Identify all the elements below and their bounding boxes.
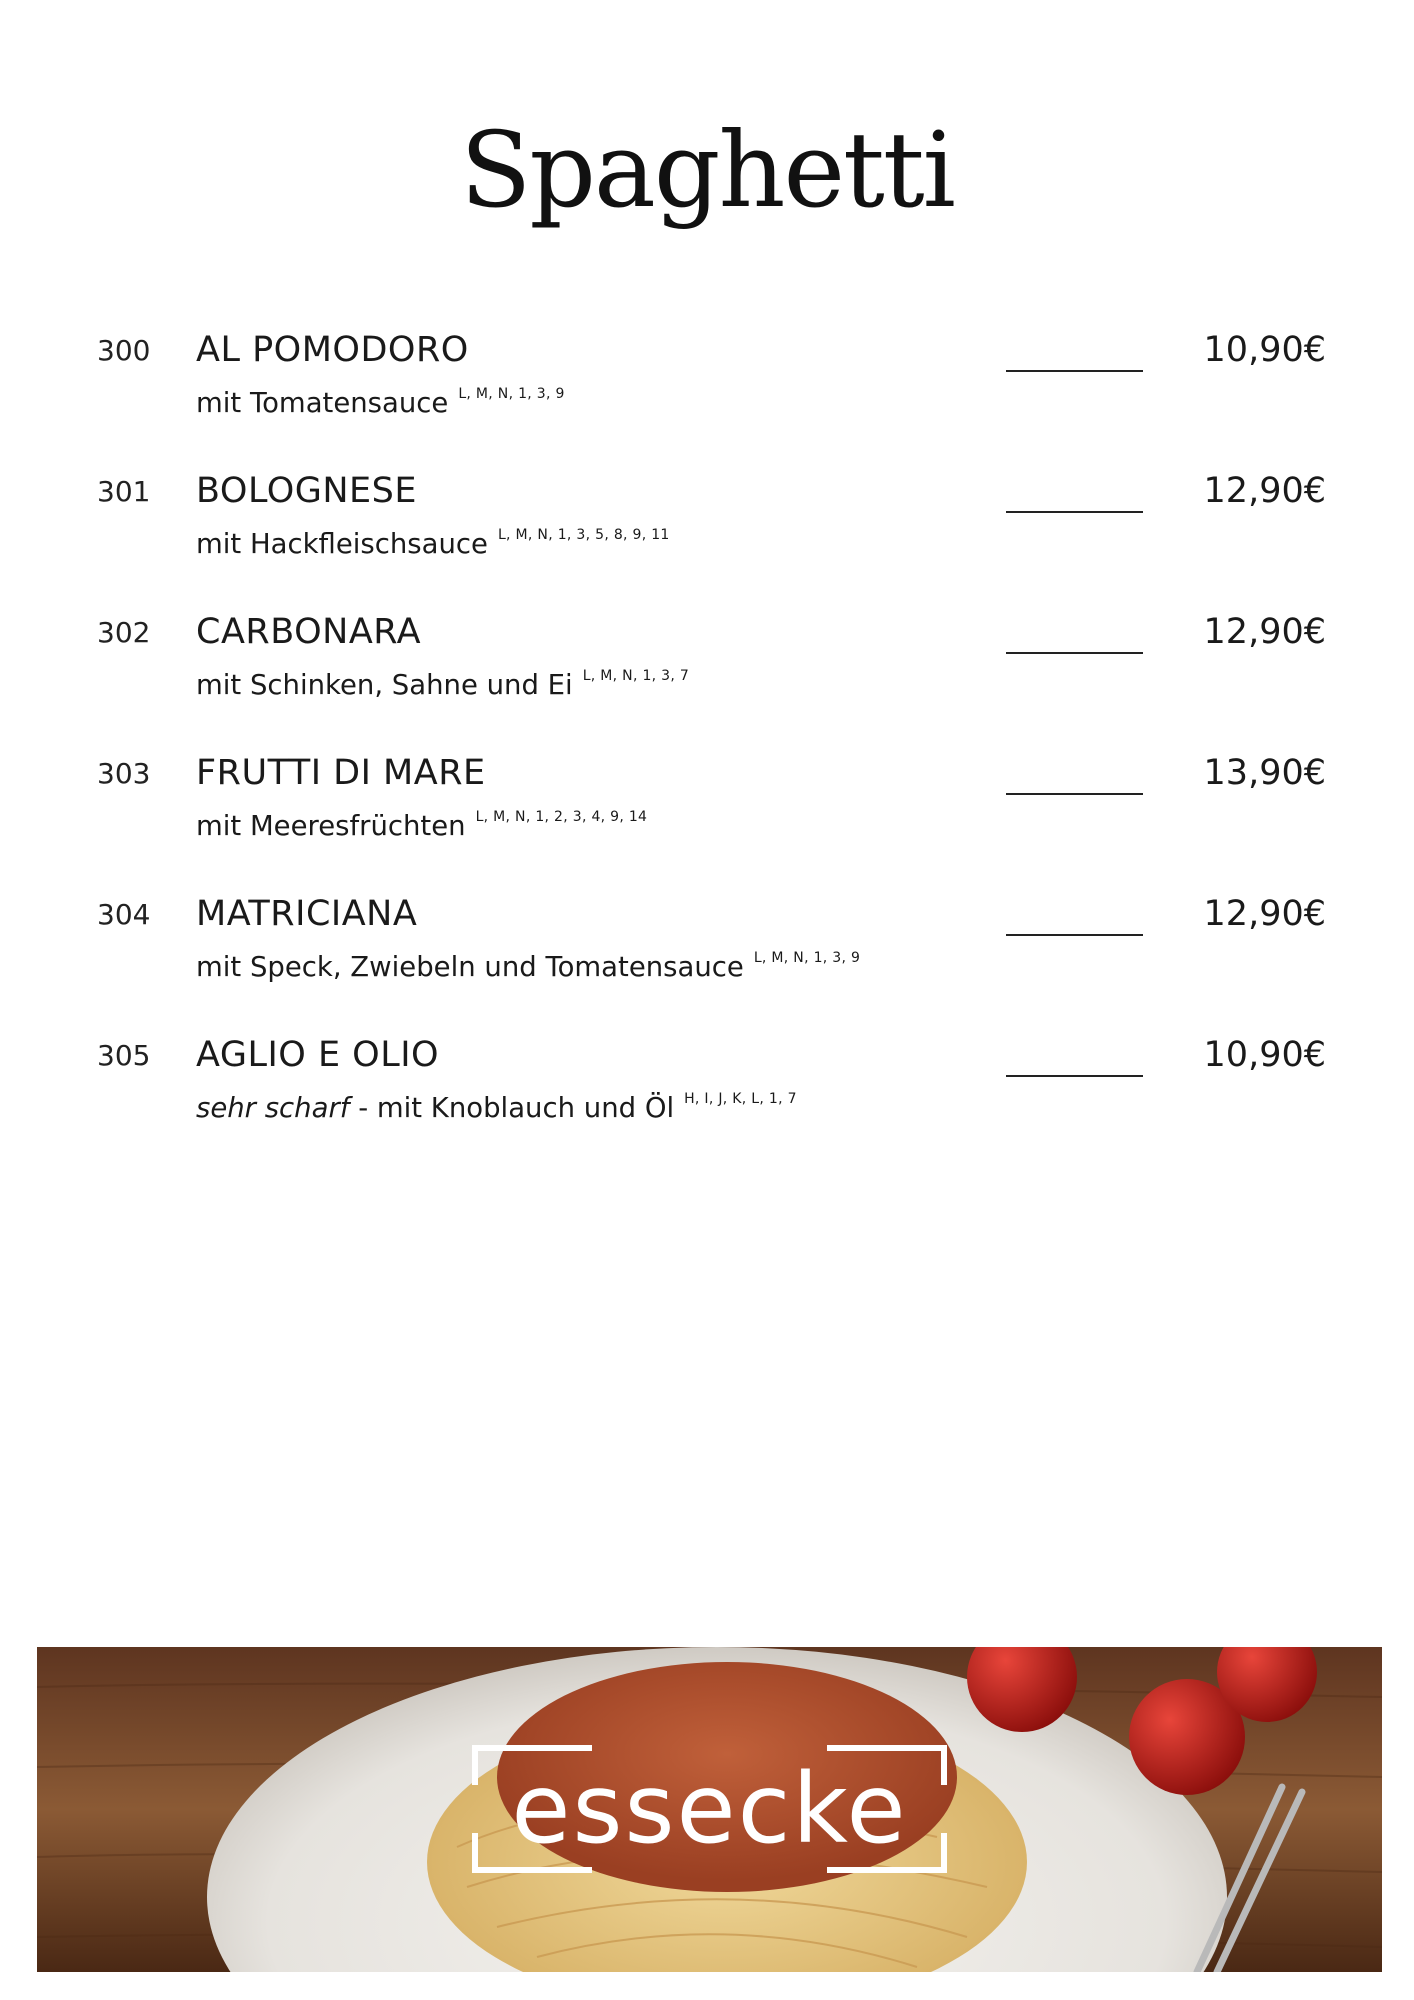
- item-description: mit Schinken, Sahne und Ei $^{L, M, N, 1, 3, 7}$: [196, 668, 690, 701]
- item-number: 300: [97, 334, 151, 367]
- item-name: MATRICIANA: [196, 894, 418, 934]
- item-description: sehr scharf - mit Knoblauch und Öl $^{H, I, J, K, L, 1, 7}$: [196, 1091, 797, 1124]
- item-number: 305: [97, 1039, 151, 1072]
- item-price: 12,90€: [1203, 612, 1326, 652]
- item-number: 304: [97, 898, 151, 931]
- item-number: 303: [97, 757, 151, 790]
- menu-item: [0, 753, 1414, 894]
- item-price: 12,90€: [1203, 894, 1326, 934]
- essecke-logo: [472, 1745, 947, 1873]
- item-price: 10,90€: [1203, 1035, 1326, 1075]
- spicy-note: sehr scharf: [196, 1092, 350, 1124]
- item-price: 13,90€: [1203, 753, 1326, 793]
- spaghetti-photo-banner: [37, 1647, 1382, 1972]
- item-price: 12,90€: [1203, 471, 1326, 511]
- item-description: mit Speck, Zwiebeln und Tomatensauce $^{L, M, N, 1, 3, 9}$: [196, 950, 861, 983]
- menu-list: [0, 330, 1414, 1176]
- item-description: mit Tomatensauce $^{L, M, N, 1, 3, 9}$: [196, 386, 565, 419]
- item-price: 10,90€: [1203, 330, 1326, 370]
- item-description: mit Meeresfrüchten $^{L, M, N, 1, 2, 3, 4, 9, 14}$: [196, 809, 648, 842]
- menu-item: [0, 330, 1414, 471]
- allergen-codes: L, M, N, 1, 2, 3, 4, 9, 14: [475, 809, 648, 825]
- leader-line: [1006, 793, 1143, 795]
- menu-item: [0, 612, 1414, 753]
- allergen-codes: L, M, N, 1, 3, 9: [458, 386, 565, 402]
- allergen-codes: L, M, N, 1, 3, 7: [582, 668, 690, 684]
- leader-line: [1006, 1075, 1143, 1077]
- item-name: BOLOGNESE: [196, 471, 417, 511]
- menu-item: [0, 1035, 1414, 1176]
- allergen-codes: L, M, N, 1, 3, 5, 8, 9, 11: [497, 527, 670, 543]
- menu-item: [0, 894, 1414, 1035]
- item-name: CARBONARA: [196, 612, 422, 652]
- item-name: FRUTTI DI MARE: [196, 753, 486, 793]
- leader-line: [1006, 370, 1143, 372]
- menu-item: [0, 471, 1414, 612]
- allergen-codes: L, M, N, 1, 3, 9: [753, 950, 861, 966]
- item-name: AGLIO E OLIO: [196, 1035, 440, 1075]
- leader-line: [1006, 934, 1143, 936]
- logo-text: essecke: [511, 1753, 908, 1865]
- leader-line: [1006, 511, 1143, 513]
- item-number: 302: [97, 616, 151, 649]
- item-name: AL POMODORO: [196, 330, 469, 370]
- item-description: mit Hackfleischsauce $^{L, M, N, 1, 3, 5, 8, 9, 11}$: [196, 527, 670, 560]
- item-number: 301: [97, 475, 151, 508]
- page-title: Spaghetti: [460, 109, 954, 231]
- allergen-codes: H, I, J, K, L, 1, 7: [684, 1091, 797, 1107]
- leader-line: [1006, 652, 1143, 654]
